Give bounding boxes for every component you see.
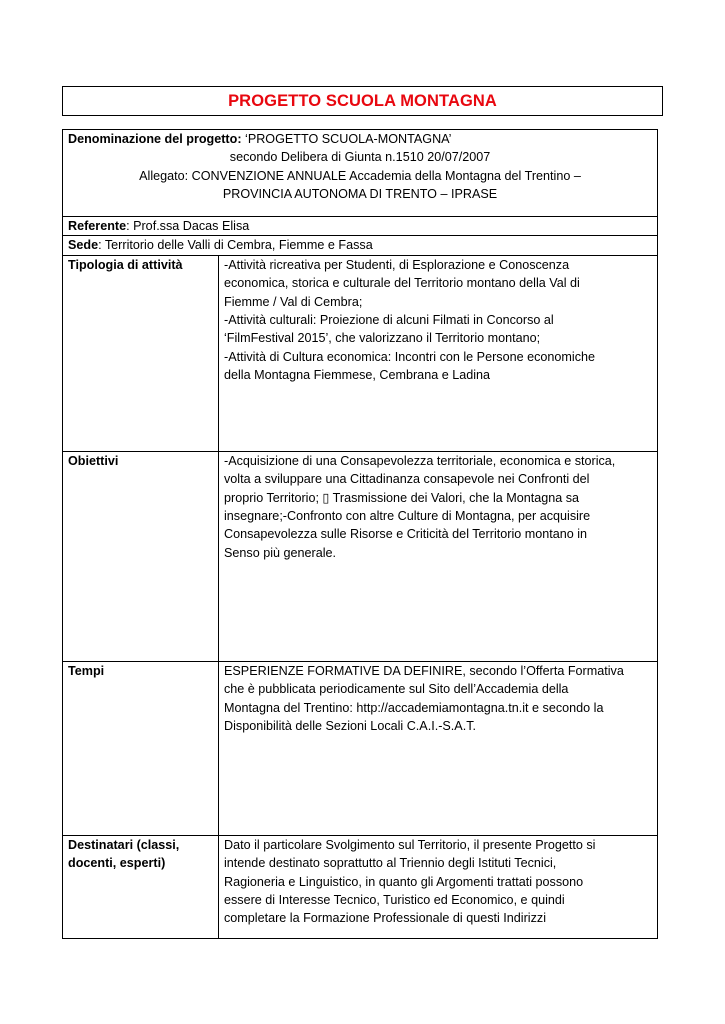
destinatari-label <box>63 835 219 938</box>
tipologia-line: della Montagna Fiemmese, Cembrana e Ladina <box>224 368 491 383</box>
destinatari-line: intende destinato soprattutto al Triennio degli Istituti Tecnici, <box>224 856 557 871</box>
project-header-row <box>63 130 658 217</box>
tempi-line: Montagna del Trentino: http://accademiamontagna.tn.it e secondo la <box>224 700 604 715</box>
obiettivi-line: insegnare;-Confronto con altre Culture di Montagna, per acquisire <box>224 509 591 524</box>
project-table <box>62 129 658 939</box>
tipologia-line: -Attività di Cultura economica: Incontri con le Persone economiche <box>224 349 595 364</box>
tempi-row <box>63 661 658 835</box>
tipologia-label: Tipologia di attività <box>63 255 219 451</box>
destinatari-label-line: Destinatari (classi, <box>68 837 180 852</box>
denominazione-label: Denominazione del progetto: <box>68 132 242 146</box>
allegato-text: Allegato: CONVENZIONE ANNUALE Accademia della Montagna del Trentino – <box>139 168 581 183</box>
referente-row <box>63 217 658 236</box>
title-box <box>62 86 663 116</box>
tipologia-row <box>63 255 658 451</box>
destinatari-content <box>219 835 658 938</box>
sede-value: : Territorio delle Valli di Cembra, Fiemme e Fassa <box>98 238 373 253</box>
destinatari-line: essere di Interesse Tecnico, Turistico ed Economico, e quindi <box>224 893 565 908</box>
denominazione-value: ‘PROGETTO SCUOLA-MONTAGNA’ <box>245 132 452 146</box>
obiettivi-line: Consapevolezza sulle Risorse e Criticità del Territorio montano in <box>224 527 588 542</box>
referente-label: Referente <box>68 219 127 233</box>
tempi-line: che è pubblicata periodicamente sul Sito dell’Accademia della <box>224 682 569 697</box>
obiettivi-label: Obiettivi <box>63 451 219 661</box>
delibera-text: secondo Delibera di Giunta n.1510 20/07/2007 <box>229 150 491 165</box>
tempi-content <box>219 661 658 835</box>
tipologia-line: -Attività ricreativa per Studenti, di Esplorazione e Conoscenza <box>224 257 570 272</box>
provincia-text: PROVINCIA AUTONOMA DI TRENTO – IPRASE <box>222 187 498 202</box>
obiettivi-line: -Acquisizione di una Consapevolezza territoriale, economica e storica, <box>224 453 616 468</box>
tempi-line: ESPERIENZE FORMATIVE DA DEFINIRE, secondo l’Offerta Formativa <box>224 663 624 678</box>
obiettivi-line: volta a sviluppare una Cittadinanza consapevole nei Confronti del <box>224 472 590 487</box>
obiettivi-line: proprio Territorio; ▯ Trasmissione dei Valori, che la Montagna sa <box>224 490 580 505</box>
destinatari-row <box>63 835 658 938</box>
obiettivi-content <box>219 451 658 661</box>
tipologia-line: Fiemme / Val di Cembra; <box>224 294 363 309</box>
sede-label: Sede <box>68 238 99 253</box>
obiettivi-row <box>63 451 658 661</box>
tipologia-content <box>219 255 658 451</box>
referente-value: : Prof.ssa Dacas Elisa <box>126 219 250 233</box>
project-header-cell <box>63 130 658 217</box>
obiettivi-line: Senso più generale. <box>224 545 337 560</box>
sede-row <box>63 236 658 255</box>
page-title: PROGETTO SCUOLA MONTAGNA <box>228 91 497 110</box>
tipologia-line: ‘FilmFestival 2015’, che valorizzano il Territorio montano; <box>224 331 541 346</box>
tipologia-line: -Attività culturali: Proiezione di alcuni Filmati in Concorso al <box>224 313 554 328</box>
destinatari-line: Ragioneria e Linguistico, in quanto gli Argomenti trattati possono <box>224 874 584 889</box>
destinatari-line: Dato il particolare Svolgimento sul Territorio, il presente Progetto si <box>224 837 596 852</box>
tempi-line: Disponibilità delle Sezioni Locali C.A.I.-S.A.T. <box>224 719 476 734</box>
destinatari-label-line: docenti, esperti) <box>68 856 166 871</box>
tempi-label: Tempi <box>63 661 219 835</box>
destinatari-line: completare la Formazione Professionale di questi Indirizzi <box>224 911 546 926</box>
tipologia-line: economica, storica e culturale del Territorio montano della Val di <box>224 276 580 291</box>
